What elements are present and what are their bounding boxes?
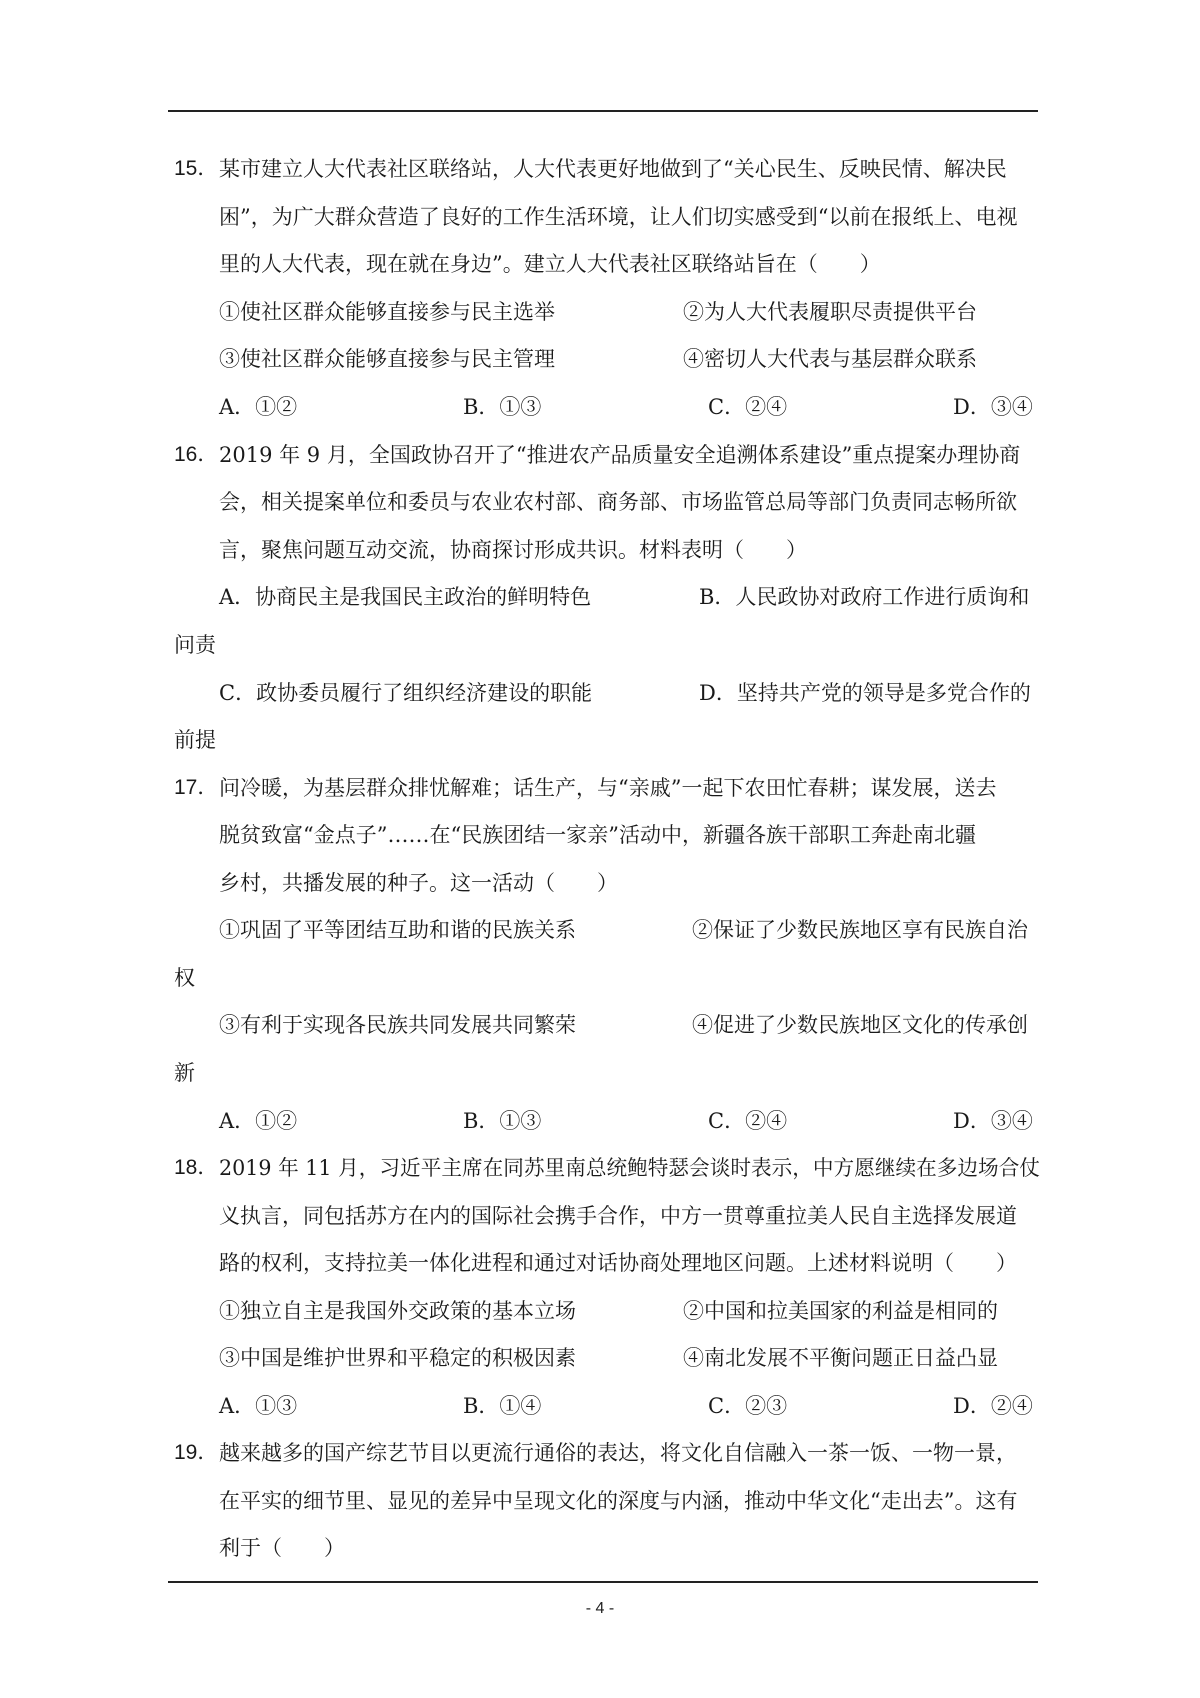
question-stem-line: 困”，为广大群众营造了良好的工作生活环境，让人们切实感受到“以前在报纸上、电视 bbox=[219, 205, 1018, 229]
question-stem-line: 义执言，同包括苏方在内的国际社会携手合作，中方一贯尊重拉美人民自主选择发展道 bbox=[219, 1204, 1017, 1228]
option-c: C．②④ bbox=[708, 395, 788, 419]
question-stem-line: 里的人大代表，现在就在身边”。建立人大代表社区联络站旨在（ ） bbox=[219, 252, 881, 276]
footer-rule bbox=[168, 1581, 1038, 1583]
question-number: 16． bbox=[174, 443, 219, 466]
question-stem-line: 在平实的细节里、显见的差异中呈现文化的深度与内涵，推动中华文化“走出去”。这有 bbox=[219, 1489, 1018, 1513]
header-rule bbox=[168, 110, 1038, 112]
question-stem-line: 2019 年 9 月，全国政协召开了“推进农产品质量安全追溯体系建设”重点提案办理协商 bbox=[219, 443, 1021, 467]
statement-4: ④促进了少数民族地区文化的传承创 bbox=[692, 1013, 1028, 1037]
question-number: 19． bbox=[174, 1441, 219, 1464]
statement-1: ①巩固了平等团结互助和谐的民族关系 bbox=[219, 918, 576, 942]
question-stem-line: 会，相关提案单位和委员与农业农村部、商务部、市场监管总局等部门负责同志畅所欲 bbox=[219, 490, 1017, 514]
option-a: A．协商民主是我国民主政治的鲜明特色 bbox=[219, 585, 592, 609]
option-b: B．①③ bbox=[463, 395, 542, 419]
option-a: A．①③ bbox=[219, 1394, 298, 1418]
statement-3: ③有利于实现各民族共同发展共同繁荣 bbox=[219, 1013, 576, 1037]
question-number: 18． bbox=[174, 1156, 219, 1179]
option-b-wrap: 问责 bbox=[174, 633, 216, 657]
option-d: D．②④ bbox=[953, 1394, 1033, 1418]
question-stem-line: 路的权利，支持拉美一体化进程和通过对话协商处理地区问题。上述材料说明（ ） bbox=[219, 1251, 1017, 1275]
option-b: B．①③ bbox=[463, 1109, 542, 1133]
question-number: 17． bbox=[174, 776, 219, 799]
statement-3: ③中国是维护世界和平稳定的积极因素 bbox=[219, 1346, 576, 1370]
option-b: B．①④ bbox=[463, 1394, 542, 1418]
statement-2: ②中国和拉美国家的利益是相同的 bbox=[683, 1299, 998, 1323]
option-d: D．③④ bbox=[953, 395, 1033, 419]
statement-4: ④密切人大代表与基层群众联系 bbox=[683, 347, 977, 371]
statement-2: ②为人大代表履职尽责提供平台 bbox=[683, 300, 977, 324]
question-stem-line: 言，聚焦问题互动交流，协商探讨形成共识。材料表明（ ） bbox=[219, 538, 807, 562]
statement-4-wrap: 新 bbox=[174, 1061, 195, 1085]
statement-2-wrap: 权 bbox=[174, 966, 195, 990]
question-stem-line: 2019 年 11 月，习近平主席在同苏里南总统鲍特瑟会谈时表示，中方愿继续在多边场合仗 bbox=[219, 1156, 1041, 1180]
option-c: C．②④ bbox=[708, 1109, 788, 1133]
question-stem-line: 脱贫致富“金点子”……在“民族团结一家亲”活动中，新疆各族干部职工奔赴南北疆 bbox=[219, 823, 976, 847]
option-c: C．②③ bbox=[708, 1394, 788, 1418]
question-stem-line: 问冷暖，为基层群众排忧解难；话生产，与“亲戚”一起下农田忙春耕；谋发展，送去 bbox=[219, 776, 997, 800]
option-d: D．坚持共产党的领导是多党合作的 bbox=[699, 681, 1031, 705]
statement-1: ①独立自主是我国外交政策的基本立场 bbox=[219, 1299, 576, 1323]
option-d-wrap: 前提 bbox=[174, 728, 216, 752]
statement-2: ②保证了少数民族地区享有民族自治 bbox=[692, 918, 1028, 942]
question-stem-line: 乡村，共播发展的种子。这一活动（ ） bbox=[219, 871, 618, 895]
question-stem-line: 越来越多的国产综艺节目以更流行通俗的表达，将文化自信融入一茶一饭、一物一景， bbox=[219, 1441, 1017, 1465]
option-a: A．①② bbox=[219, 1109, 298, 1133]
option-a: A．①② bbox=[219, 395, 298, 419]
question-stem-line: 某市建立人大代表社区联络站，人大代表更好地做到了“关心民生、反映民情、解决民 bbox=[219, 157, 1007, 181]
statement-1: ①使社区群众能够直接参与民主选举 bbox=[219, 300, 555, 324]
statement-3: ③使社区群众能够直接参与民主管理 bbox=[219, 347, 555, 371]
question-stem-line: 利于（ ） bbox=[219, 1536, 345, 1560]
option-b: B．人民政协对政府工作进行质询和 bbox=[699, 585, 1030, 609]
question-number: 15． bbox=[174, 157, 219, 180]
statement-4: ④南北发展不平衡问题正日益凸显 bbox=[683, 1346, 998, 1370]
option-c: C．政协委员履行了组织经济建设的职能 bbox=[219, 681, 593, 705]
option-d: D．③④ bbox=[953, 1109, 1033, 1133]
page-number: - 4 - bbox=[585, 1600, 615, 1617]
